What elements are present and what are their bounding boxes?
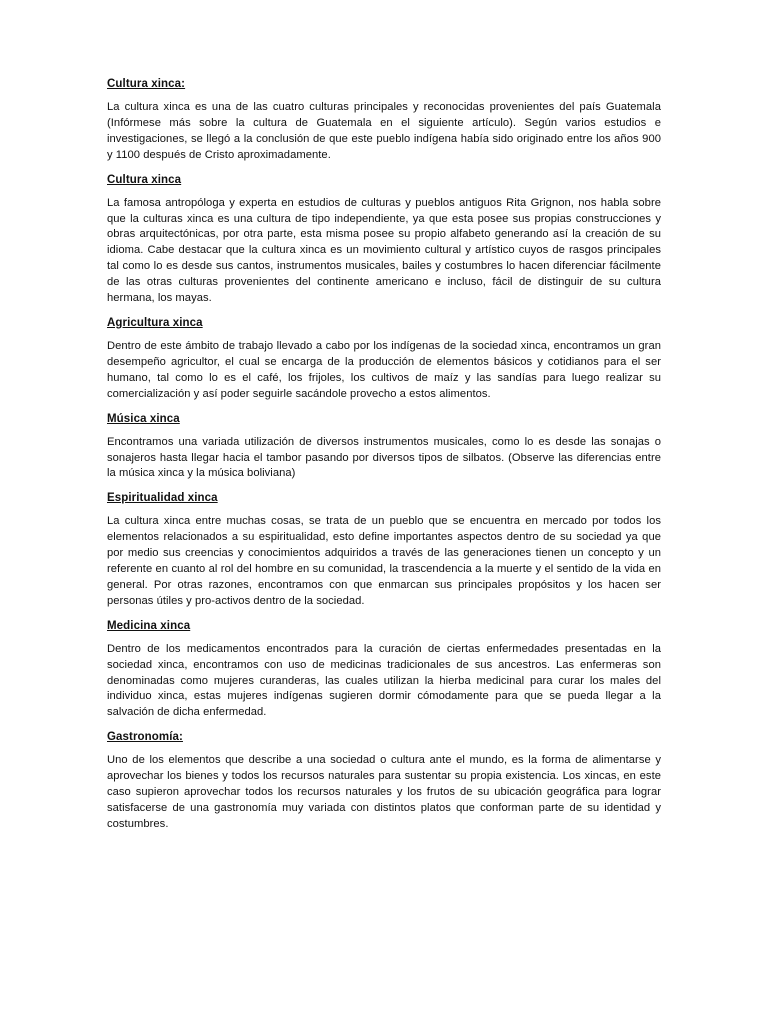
section-medicina-xinca bbox=[107, 619, 661, 722]
section-cultura-xinca bbox=[107, 173, 661, 307]
section-paragraph: Uno de los elementos que describe a una sociedad o cultura ante el mundo, es la forma de alimentarse y aprovechar los bienes y todos los recursos naturales para sustentar su propia existencia. Los xincas, en este caso supieron aprovechar todos los recursos naturales y los frutos de su ubicación geográfica para lograr satisfacerse de una gastronomía muy variada con distintos platos que conforman parte de su identidad y costumbres. bbox=[107, 754, 661, 830]
section-heading: Música xinca bbox=[107, 412, 180, 425]
section-heading: Agricultura xinca bbox=[107, 316, 203, 329]
section-heading: Gastronomía: bbox=[107, 731, 183, 744]
section-paragraph: La famosa antropóloga y experta en estudios de culturas y pueblos antiguos Rita Grignon, nos habla sobre que la culturas xinca es una cultura de tipo independiente, ya que esta posee sus propias construcciones y obras arquitectónicas, por otra parte, esta misma posee su propio alfabeto generando así la creación de su idioma. Cabe destacar que la cultura xinca es un movimiento cultural y artístico cuyos de rasgos principales tal como lo es desde sus cantos, instrumentos musicales, bailes y costumbres lo hacen diferenciar fácilmente de las otras culturas provenientes del continente americano e incluso, fácil de distinguir de su cultura hermana, los mayas. bbox=[107, 196, 661, 305]
section-paragraph: La cultura xinca entre muchas cosas, se trata de un pueblo que se encuentra en mercado por todos los elementos relacionados a su espiritualidad, esto define importantes aspectos dentro de su sociedad ya que por medio sus creencias y conocimientos adquiridos a través de las generaciones tienen un concepto y un referente en cuanto al rol del hombre en su comunidad, la trascendencia a la muerte y el sentido de la vida en general. Por otras razones, encontramos con que enmarcan sus principales propósitos y los hacen ser personas útiles y pro-activos dentro de la sociedad. bbox=[107, 515, 661, 607]
section-paragraph: La cultura xinca es una de las cuatro culturas principales y reconocidas provenientes del país Guatemala (Infórmese más sobre la cultura de Guatemala en el siguiente artículo). Según varios estudios e investigaciones, se llegó a la conclusión de que este pueblo indígena había sido originado entre los años 900 y 1100 después de Cristo aproximadamente. bbox=[107, 101, 661, 161]
section-heading: Medicina xinca bbox=[107, 619, 191, 632]
document-body bbox=[107, 77, 661, 842]
section-heading: Cultura xinca bbox=[107, 173, 182, 186]
section-cultura-xinca-intro bbox=[107, 77, 661, 164]
section-espiritualidad-xinca bbox=[107, 491, 661, 609]
section-musica-xinca bbox=[107, 412, 661, 483]
section-paragraph: Encontramos una variada utilización de diversos instrumentos musicales, como lo es desde las sonajas o sonajeros hasta llegar hacia el tambor pasando por diversos tipos de silbatos. (Observe las diferencias entre la música xinca y la música boliviana) bbox=[107, 435, 661, 480]
section-paragraph: Dentro de los medicamentos encontrados para la curación de ciertas enfermedades presentadas en la sociedad xinca, encontramos con uso de medicinas tradicionales de sus ancestros. Las enfermeras son denominadas como mujeres curanderas, las cuales utilizan la hierba medicinal para curar los males del individuo xinca, estas mujeres indígenas sugieren dormir cómodamente para que se pueda llegar a la salvación de dicha enfermedad. bbox=[107, 642, 661, 719]
section-heading: Cultura xinca: bbox=[107, 78, 186, 90]
section-gastronomia bbox=[107, 730, 661, 833]
section-paragraph: Dentro de este ámbito de trabajo llevado a cabo por los indígenas de la sociedad xinca, encontramos un gran desempeño agricultor, el cual se encarga de la producción de elementos básicos y cotidianos para el ser humano, tal como lo es el café, los frijoles, los cultivos de maíz y las sandías para luego realizar su comercialización y así poder seguirle sacándole provecho a estos alimentos. bbox=[107, 339, 661, 400]
section-heading: Espiritualidad xinca bbox=[107, 492, 218, 505]
section-agricultura-xinca bbox=[107, 316, 661, 403]
